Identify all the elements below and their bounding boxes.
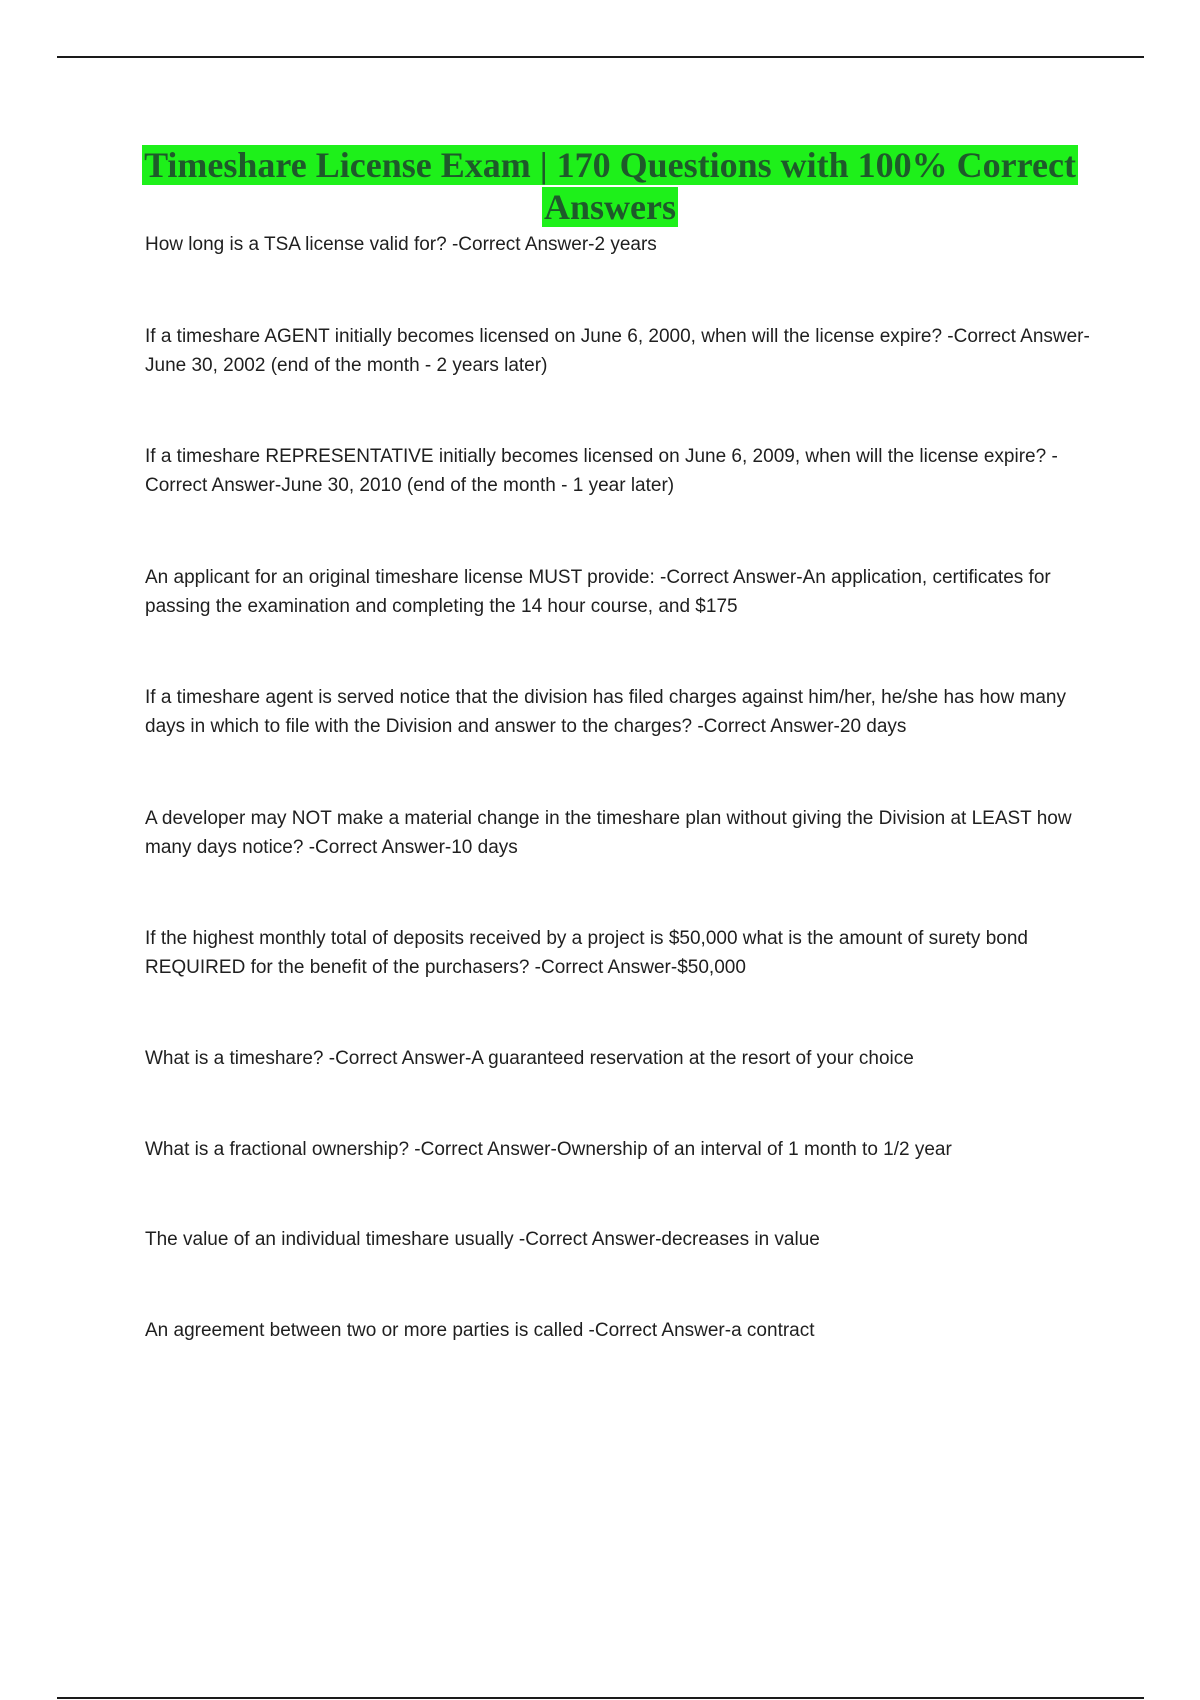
- qa-item: A developer may NOT make a material change in the timeshare plan without giving the Division at LEAST how many days notice? -Correct Answer-10 days: [145, 808, 1072, 858]
- qa-item: How long is a TSA license valid for? -Correct Answer-2 years: [145, 234, 657, 255]
- document-title: [140, 144, 1080, 228]
- qa-item: If a timeshare agent is served notice that the division has filed charges against him/her, he/she has how many days in which to file with the Division and answer to the charges? -Correct Answer-20 days: [145, 687, 1066, 737]
- qa-item: An agreement between two or more parties is called -Correct Answer-a contract: [145, 1320, 815, 1341]
- header-rule: [57, 56, 1144, 58]
- footer-rule: [57, 1697, 1144, 1699]
- qa-item: An applicant for an original timeshare license MUST provide: -Correct Answer-An application, certificates for passing the examination and completing the 14 hour course, and $175: [145, 567, 1051, 617]
- qa-item: The value of an individual timeshare usually -Correct Answer-decreases in value: [145, 1229, 820, 1250]
- qa-item: If a timeshare REPRESENTATIVE initially becomes licensed on June 6, 2009, when will the license expire? -Correct Answer-June 30, 2010 (end of the month - 1 year later): [145, 446, 1058, 496]
- document-title-highlight: Timeshare License Exam | 170 Questions with 100% Correct Answers: [144, 145, 1076, 227]
- qa-item: What is a timeshare? -Correct Answer-A guaranteed reservation at the resort of your choice: [145, 1048, 914, 1069]
- qa-item: What is a fractional ownership? -Correct Answer-Ownership of an interval of 1 month to 1/2 year: [145, 1139, 952, 1160]
- qa-item: If a timeshare AGENT initially becomes licensed on June 6, 2000, when will the license expire? -Correct Answer-June 30, 2002 (end of the month - 2 years later): [145, 326, 1090, 376]
- qa-item: If the highest monthly total of deposits received by a project is $50,000 what is the amount of surety bond REQUIRED for the benefit of the purchasers? -Correct Answer-$50,000: [145, 928, 1028, 978]
